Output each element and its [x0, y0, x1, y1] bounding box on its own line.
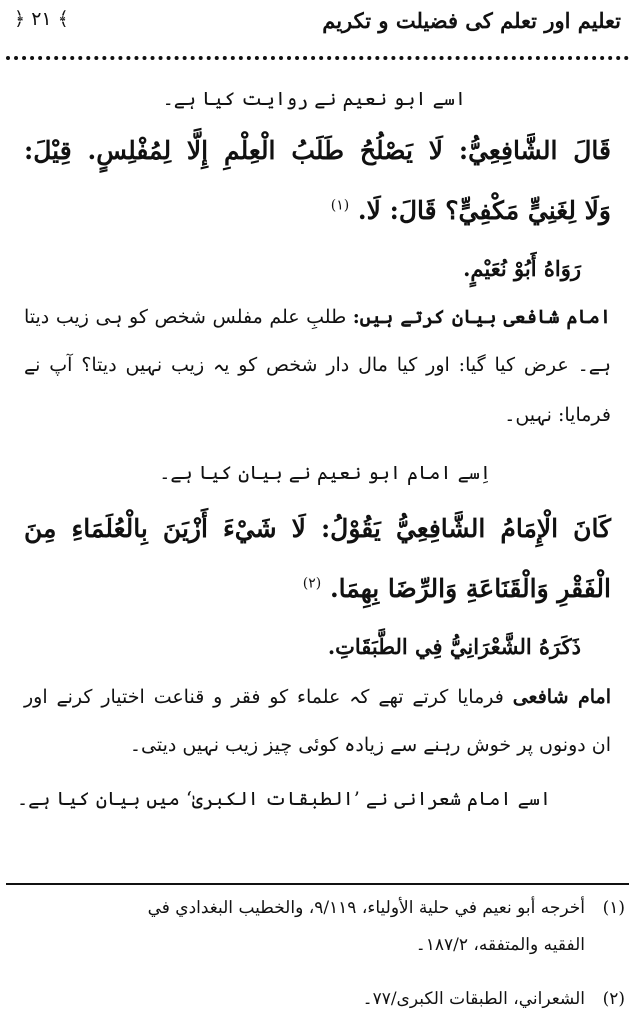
arabic-text-line: كَانَ الْإِمَامُ الشَّافِعِيُّ يَقُوْلُ: لَا شَيْءَ أَزْيَنَ بِالْعُلَمَاءِ مِنَ: [24, 514, 611, 543]
page-header: [10, 0, 625, 46]
urdu-text-line: ان دونوں پر خوش رہنے سے زیادہ کوئی چیز زیب نہیں دیتی۔: [129, 734, 611, 756]
footnote-1: [10, 898, 625, 918]
footnote-number: (١): [602, 898, 625, 918]
urdu-text-line: ہے۔ عرض کیا گیا: اور کیا مال دار شخص کو یہ زیب نہیں دیتا؟ آپ نے: [24, 354, 611, 376]
footnote-divider: [6, 883, 629, 885]
urdu-text-line: [24, 306, 611, 328]
urdu-text-line: [24, 686, 611, 708]
running-title: تعلیم اور تعلم کی فضیلت و تکریم: [322, 8, 621, 33]
header-divider: [6, 56, 629, 60]
arabic-text-line: [24, 196, 611, 225]
page-number: ﴿ ٢١ ﴾: [14, 8, 69, 30]
footnote-ref: (١): [330, 197, 350, 214]
narrator-line: ذَكَرَهُ الشَّعْرَانِيُّ فِي الطَّبَقَاتِ.: [327, 634, 581, 659]
urdu-text: فرمایا کرتے تھے کہ علماء کو فقر و قناعت اختیار کرنے اور: [24, 686, 504, 708]
attribution-line: اسے ابو نعیم نے روایت کیا ہے۔: [162, 88, 466, 110]
attribution-line: اسے امام شعرانی نے ’الطبقات الکبریٰ‘ میں بیان کیا ہے۔: [16, 788, 551, 810]
bold-phrase: امام شافعی بیان کرتے ہیں:: [352, 306, 611, 328]
arabic-text-line: [24, 574, 611, 603]
urdu-text: طلبِ علم مفلس شخص کو ہی زیب دیتا: [24, 306, 347, 328]
attribution-line: اِسے امام ابو نعیم نے بیان کیا ہے۔: [159, 462, 491, 484]
footnote-ref: (٢): [302, 575, 322, 592]
footnote-number: (٢): [602, 989, 625, 1009]
arabic-text: وَلَا لِغَنِيٍّ مَكْفِيٍّ؟ قَالَ: لَا.: [357, 196, 611, 225]
footnote-1-continued: الفقيه والمتفقه، ١٨٧/٢۔: [415, 935, 585, 955]
footnote-text: أخرجه أبو نعيم في حلية الأولياء، ٩/١١٩، والخطيب البغدادي في: [147, 898, 585, 918]
narrator-line: رَوَاهُ أَبُوْ نُعَيْمٍ.: [463, 256, 581, 281]
bold-phrase: امام شافعی: [512, 686, 611, 708]
urdu-text-line: فرمایا: نہیں۔: [504, 404, 611, 426]
footnote-text: الشعراني، الطبقات الكبرى/٧٧۔: [362, 989, 585, 1009]
arabic-text: الْفَقْرِ وَالْقَنَاعَةِ وَالرِّضَا بِهِمَا.: [329, 574, 611, 603]
footnote-2: [10, 988, 625, 1009]
arabic-text-line: قَالَ الشَّافِعِيُّ: لَا يَصْلُحُ طَلَبُ الْعِلْمِ إِلَّا لِمُفْلِسٍ. قِيْلَ:: [24, 136, 611, 165]
